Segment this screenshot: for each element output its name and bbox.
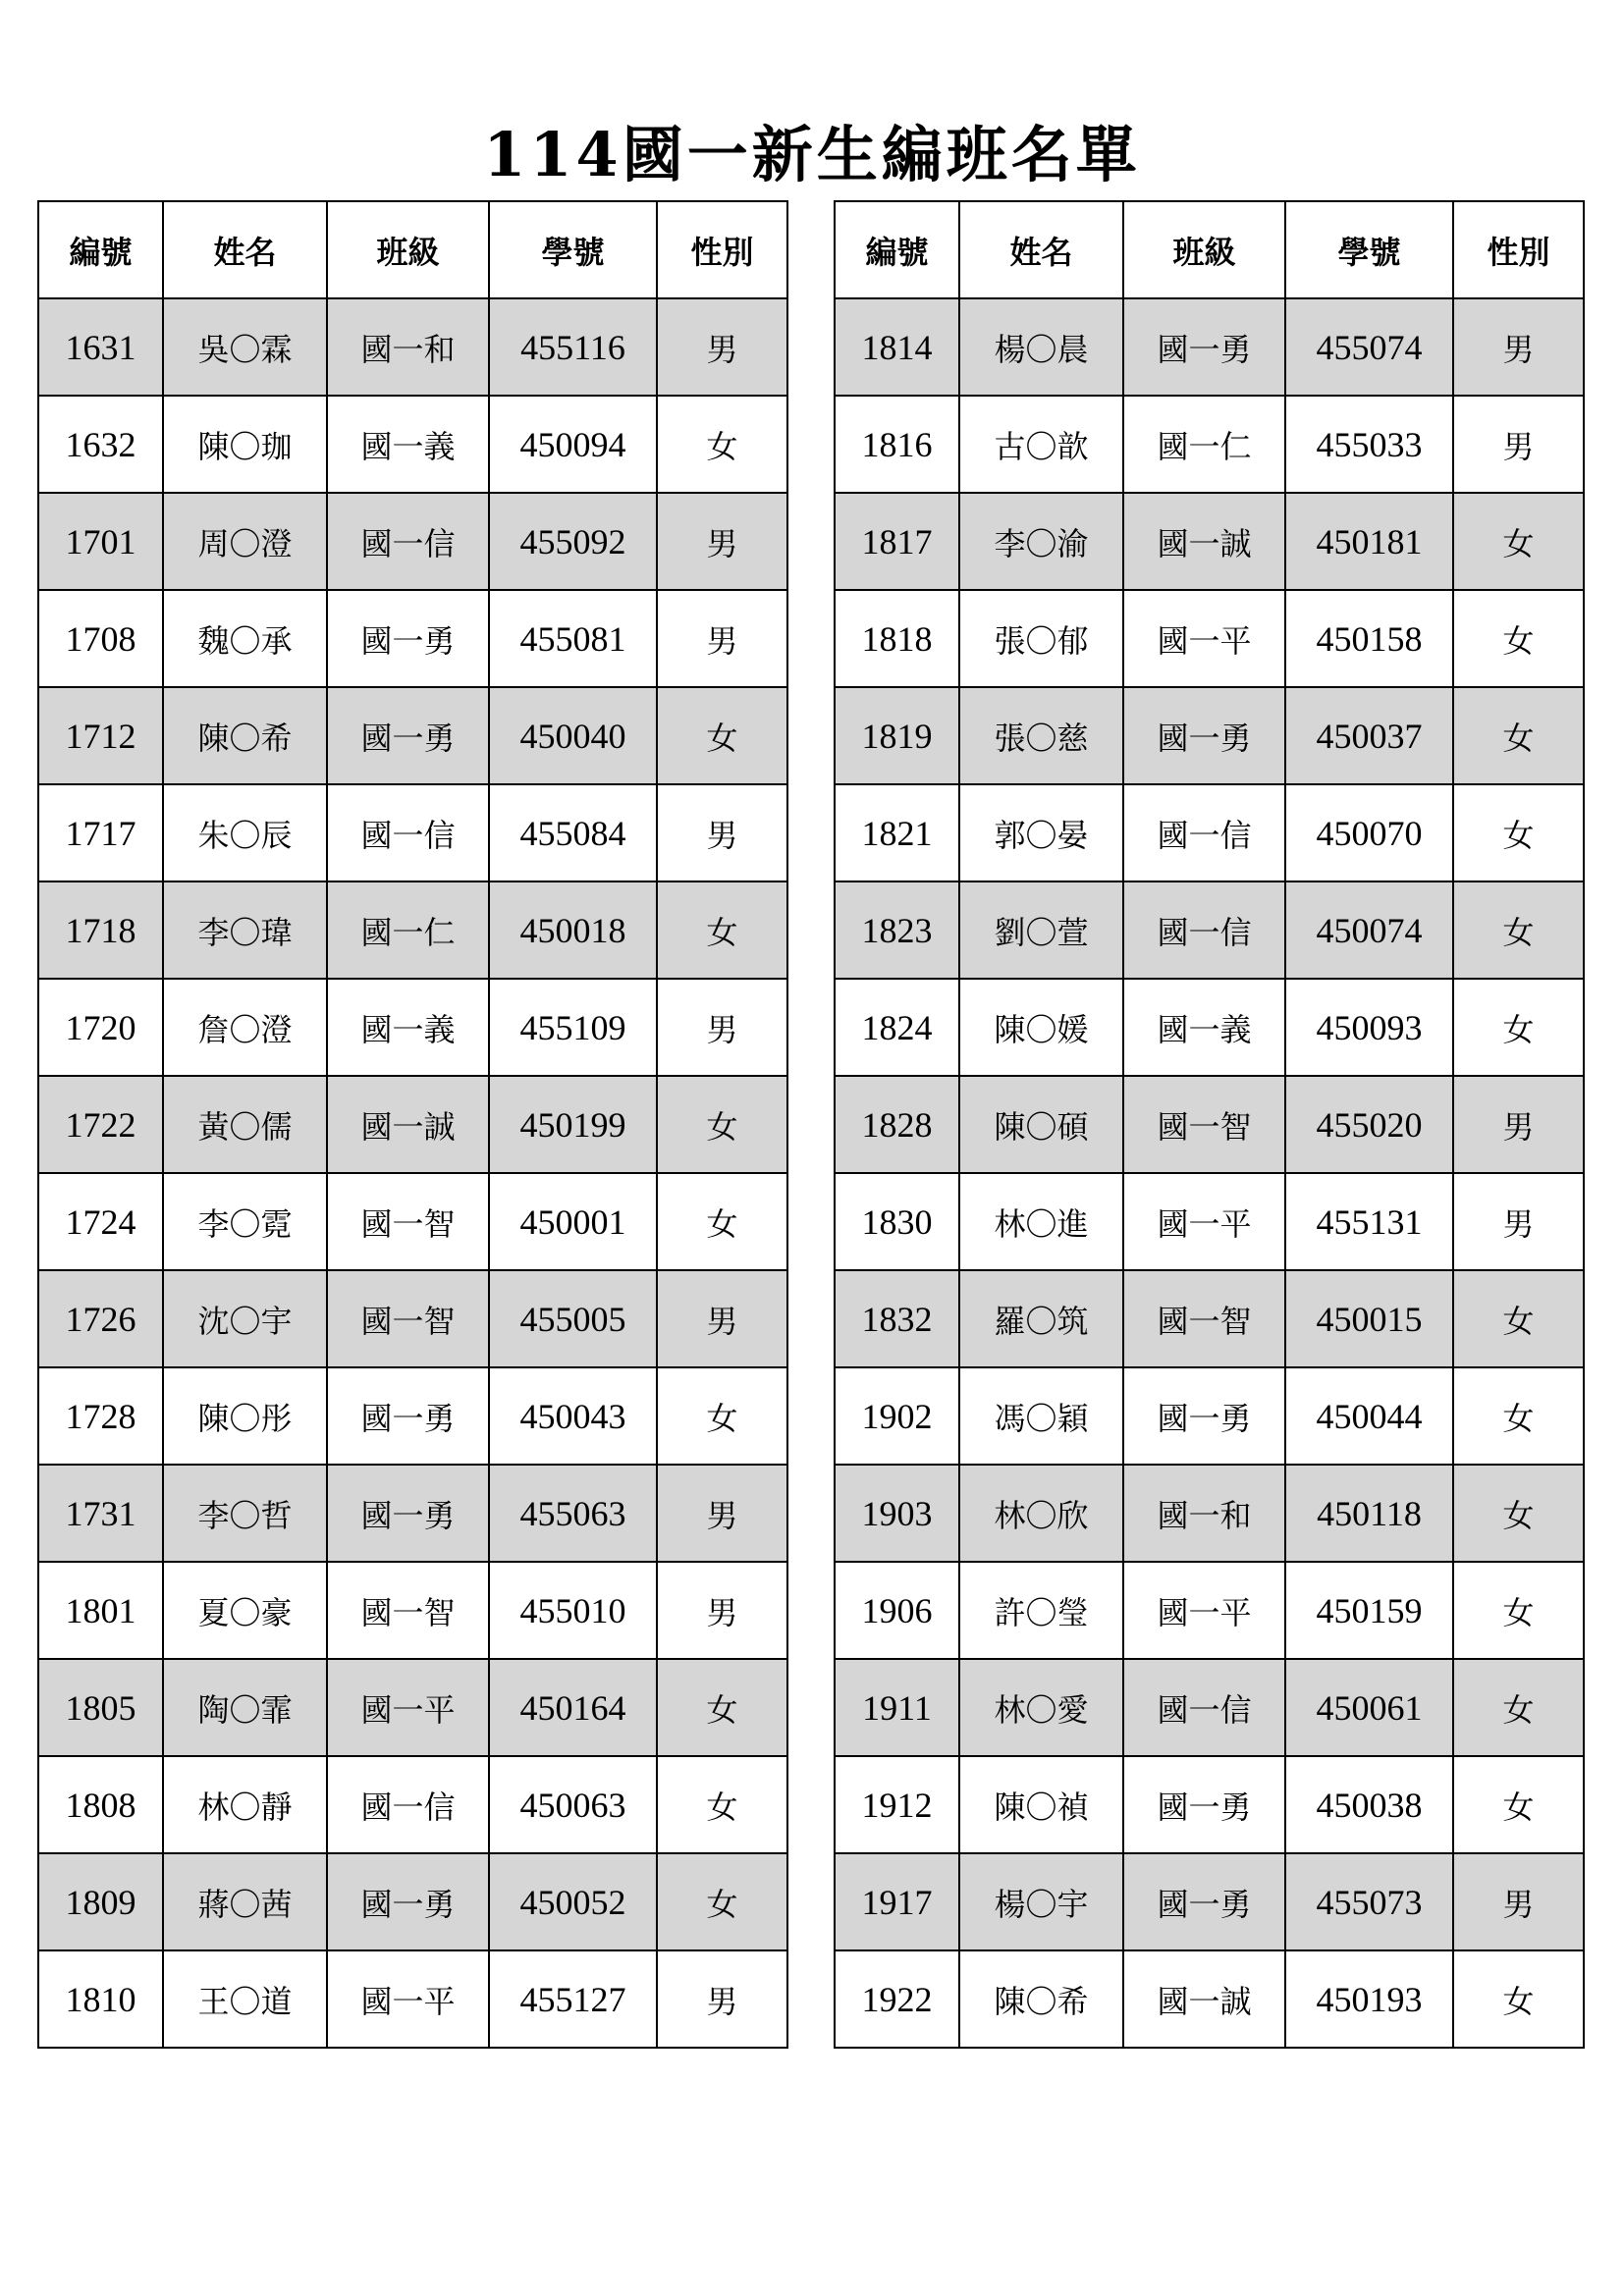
- cell-number: 1718: [38, 881, 163, 979]
- cell-student-id: 455092: [489, 493, 657, 590]
- roster-table-left: [37, 200, 788, 2049]
- cell-number: 1720: [38, 979, 163, 1076]
- cell-student-id: 455073: [1285, 1853, 1453, 1950]
- cell-number: 1728: [38, 1367, 163, 1465]
- cell-student-id: 450159: [1285, 1562, 1453, 1659]
- cell-name: 陳〇希: [163, 687, 327, 784]
- cell-name: 陶〇霏: [163, 1659, 327, 1756]
- cell-gender: 男: [1453, 1173, 1584, 1270]
- cell-student-id: 455063: [489, 1465, 657, 1562]
- table-row: [835, 1076, 1584, 1173]
- cell-student-id: 450193: [1285, 1950, 1453, 2048]
- cell-name: 陳〇彤: [163, 1367, 327, 1465]
- cell-gender: 男: [1453, 1076, 1584, 1173]
- cell-student-id: 450001: [489, 1173, 657, 1270]
- cell-class: 國一平: [327, 1950, 489, 2048]
- cell-name: 陳〇珈: [163, 396, 327, 493]
- cell-gender: 男: [1453, 396, 1584, 493]
- cell-gender: 女: [1453, 1756, 1584, 1853]
- cell-class: 國一仁: [1123, 396, 1285, 493]
- cell-name: 郭〇晏: [959, 784, 1123, 881]
- cell-number: 1810: [38, 1950, 163, 2048]
- header-gender: 性別: [657, 201, 787, 298]
- table-row: [835, 1853, 1584, 1950]
- cell-student-id: 450052: [489, 1853, 657, 1950]
- cell-gender: 男: [657, 784, 787, 881]
- cell-name: 王〇道: [163, 1950, 327, 2048]
- cell-name: 林〇靜: [163, 1756, 327, 1853]
- header-student-id: 學號: [489, 201, 657, 298]
- cell-gender: 女: [657, 1367, 787, 1465]
- cell-name: 劉〇萱: [959, 881, 1123, 979]
- cell-class: 國一誠: [1123, 1950, 1285, 2048]
- cell-name: 羅〇筑: [959, 1270, 1123, 1367]
- cell-gender: 女: [657, 881, 787, 979]
- cell-class: 國一平: [327, 1659, 489, 1756]
- cell-student-id: 450015: [1285, 1270, 1453, 1367]
- cell-gender: 女: [1453, 1367, 1584, 1465]
- cell-number: 1708: [38, 590, 163, 687]
- cell-class: 國一平: [1123, 1562, 1285, 1659]
- header-class: 班級: [1123, 201, 1285, 298]
- cell-student-id: 455109: [489, 979, 657, 1076]
- cell-class: 國一義: [1123, 979, 1285, 1076]
- cell-name: 陳〇禎: [959, 1756, 1123, 1853]
- cell-number: 1724: [38, 1173, 163, 1270]
- cell-number: 1722: [38, 1076, 163, 1173]
- cell-name: 吳〇霖: [163, 298, 327, 396]
- cell-number: 1824: [835, 979, 959, 1076]
- header-name: 姓名: [959, 201, 1123, 298]
- cell-gender: 男: [1453, 1853, 1584, 1950]
- cell-name: 陳〇媛: [959, 979, 1123, 1076]
- cell-class: 國一信: [327, 493, 489, 590]
- table-row: [38, 979, 787, 1076]
- cell-student-id: 455005: [489, 1270, 657, 1367]
- cell-name: 陳〇希: [959, 1950, 1123, 2048]
- cell-student-id: 455020: [1285, 1076, 1453, 1173]
- cell-class: 國一勇: [327, 687, 489, 784]
- table-row: [38, 1562, 787, 1659]
- roster-table-right: [834, 200, 1585, 2049]
- cell-class: 國一平: [1123, 590, 1285, 687]
- table-row: [38, 298, 787, 396]
- cell-name: 黃〇儒: [163, 1076, 327, 1173]
- cell-gender: 男: [657, 979, 787, 1076]
- cell-student-id: 450158: [1285, 590, 1453, 687]
- cell-class: 國一信: [1123, 784, 1285, 881]
- cell-class: 國一信: [1123, 1659, 1285, 1756]
- cell-name: 古〇歆: [959, 396, 1123, 493]
- cell-class: 國一智: [327, 1173, 489, 1270]
- table-row: [835, 1659, 1584, 1756]
- cell-class: 國一平: [1123, 1173, 1285, 1270]
- table-row: [835, 1950, 1584, 2048]
- cell-gender: 女: [657, 1076, 787, 1173]
- cell-name: 沈〇宇: [163, 1270, 327, 1367]
- table-row: [38, 1756, 787, 1853]
- table-header-row: [835, 201, 1584, 298]
- table-row: [835, 1270, 1584, 1367]
- cell-number: 1903: [835, 1465, 959, 1562]
- cell-number: 1819: [835, 687, 959, 784]
- cell-class: 國一智: [1123, 1076, 1285, 1173]
- cell-class: 國一信: [327, 1756, 489, 1853]
- cell-gender: 女: [657, 1756, 787, 1853]
- table-row: [38, 1367, 787, 1465]
- cell-class: 國一誠: [327, 1076, 489, 1173]
- cell-name: 林〇欣: [959, 1465, 1123, 1562]
- table-row: [38, 687, 787, 784]
- cell-gender: 女: [1453, 784, 1584, 881]
- cell-student-id: 450037: [1285, 687, 1453, 784]
- cell-student-id: 455010: [489, 1562, 657, 1659]
- cell-gender: 男: [657, 590, 787, 687]
- cell-class: 國一仁: [327, 881, 489, 979]
- header-number: 編號: [835, 201, 959, 298]
- cell-gender: 女: [1453, 1465, 1584, 1562]
- cell-number: 1805: [38, 1659, 163, 1756]
- cell-number: 1701: [38, 493, 163, 590]
- cell-student-id: 455081: [489, 590, 657, 687]
- table-row: [835, 1173, 1584, 1270]
- cell-number: 1731: [38, 1465, 163, 1562]
- header-student-id: 學號: [1285, 201, 1453, 298]
- cell-student-id: 450118: [1285, 1465, 1453, 1562]
- cell-number: 1818: [835, 590, 959, 687]
- table-row: [835, 298, 1584, 396]
- cell-number: 1808: [38, 1756, 163, 1853]
- cell-gender: 女: [1453, 979, 1584, 1076]
- cell-number: 1717: [38, 784, 163, 881]
- cell-gender: 女: [1453, 1270, 1584, 1367]
- cell-gender: 女: [657, 1659, 787, 1756]
- cell-class: 國一信: [1123, 881, 1285, 979]
- header-number: 編號: [38, 201, 163, 298]
- table-body: [38, 298, 787, 2048]
- cell-number: 1816: [835, 396, 959, 493]
- cell-class: 國一勇: [327, 1367, 489, 1465]
- cell-gender: 男: [657, 1950, 787, 2048]
- cell-gender: 女: [1453, 687, 1584, 784]
- cell-gender: 男: [657, 493, 787, 590]
- cell-gender: 男: [657, 1465, 787, 1562]
- table-row: [835, 784, 1584, 881]
- table-row: [38, 1270, 787, 1367]
- cell-gender: 男: [1453, 298, 1584, 396]
- table-row: [38, 1853, 787, 1950]
- cell-name: 陳〇碩: [959, 1076, 1123, 1173]
- cell-student-id: 450038: [1285, 1756, 1453, 1853]
- cell-number: 1830: [835, 1173, 959, 1270]
- cell-student-id: 450070: [1285, 784, 1453, 881]
- table-row: [835, 1756, 1584, 1853]
- cell-number: 1817: [835, 493, 959, 590]
- cell-student-id: 450040: [489, 687, 657, 784]
- cell-student-id: 450094: [489, 396, 657, 493]
- cell-number: 1809: [38, 1853, 163, 1950]
- header-name: 姓名: [163, 201, 327, 298]
- cell-number: 1712: [38, 687, 163, 784]
- cell-number: 1917: [835, 1853, 959, 1950]
- table-row: [835, 590, 1584, 687]
- cell-class: 國一勇: [1123, 1853, 1285, 1950]
- cell-class: 國一和: [1123, 1465, 1285, 1562]
- cell-number: 1821: [835, 784, 959, 881]
- table-row: [38, 784, 787, 881]
- cell-name: 李〇渝: [959, 493, 1123, 590]
- cell-number: 1911: [835, 1659, 959, 1756]
- cell-name: 周〇澄: [163, 493, 327, 590]
- header-class: 班級: [327, 201, 489, 298]
- cell-number: 1906: [835, 1562, 959, 1659]
- cell-number: 1912: [835, 1756, 959, 1853]
- cell-name: 詹〇澄: [163, 979, 327, 1076]
- cell-gender: 男: [657, 298, 787, 396]
- table-row: [835, 881, 1584, 979]
- cell-number: 1801: [38, 1562, 163, 1659]
- cell-class: 國一勇: [327, 1465, 489, 1562]
- cell-gender: 女: [1453, 1950, 1584, 2048]
- cell-name: 李〇哲: [163, 1465, 327, 1562]
- cell-student-id: 455131: [1285, 1173, 1453, 1270]
- page-title: 114國一新生編班名單: [483, 119, 1141, 190]
- cell-student-id: 455084: [489, 784, 657, 881]
- cell-number: 1814: [835, 298, 959, 396]
- cell-name: 張〇郁: [959, 590, 1123, 687]
- table-row: [38, 1950, 787, 2048]
- cell-student-id: 450063: [489, 1756, 657, 1853]
- table-row: [835, 687, 1584, 784]
- cell-number: 1726: [38, 1270, 163, 1367]
- table-row: [38, 881, 787, 979]
- cell-class: 國一勇: [1123, 1367, 1285, 1465]
- table-row: [835, 493, 1584, 590]
- table-row: [38, 1076, 787, 1173]
- cell-class: 國一智: [1123, 1270, 1285, 1367]
- cell-name: 張〇慈: [959, 687, 1123, 784]
- cell-name: 朱〇辰: [163, 784, 327, 881]
- cell-student-id: 450043: [489, 1367, 657, 1465]
- cell-student-id: 455127: [489, 1950, 657, 2048]
- cell-name: 馮〇穎: [959, 1367, 1123, 1465]
- cell-number: 1902: [835, 1367, 959, 1465]
- cell-class: 國一勇: [327, 590, 489, 687]
- table-row: [38, 1173, 787, 1270]
- cell-number: 1823: [835, 881, 959, 979]
- header-gender: 性別: [1453, 201, 1584, 298]
- cell-class: 國一勇: [1123, 687, 1285, 784]
- cell-student-id: 450181: [1285, 493, 1453, 590]
- cell-gender: 男: [657, 1562, 787, 1659]
- cell-gender: 女: [657, 1853, 787, 1950]
- cell-class: 國一勇: [1123, 1756, 1285, 1853]
- cell-student-id: 455033: [1285, 396, 1453, 493]
- cell-class: 國一勇: [327, 1853, 489, 1950]
- cell-student-id: 450018: [489, 881, 657, 979]
- cell-number: 1632: [38, 396, 163, 493]
- table-row: [835, 1562, 1584, 1659]
- cell-student-id: 450074: [1285, 881, 1453, 979]
- cell-gender: 女: [657, 396, 787, 493]
- cell-name: 蔣〇茜: [163, 1853, 327, 1950]
- cell-number: 1922: [835, 1950, 959, 2048]
- table-row: [38, 1659, 787, 1756]
- cell-class: 國一義: [327, 396, 489, 493]
- cell-class: 國一信: [327, 784, 489, 881]
- cell-class: 國一誠: [1123, 493, 1285, 590]
- cell-student-id: 450061: [1285, 1659, 1453, 1756]
- cell-name: 魏〇承: [163, 590, 327, 687]
- cell-student-id: 450199: [489, 1076, 657, 1173]
- cell-student-id: 450093: [1285, 979, 1453, 1076]
- cell-class: 國一智: [327, 1270, 489, 1367]
- cell-student-id: 455074: [1285, 298, 1453, 396]
- cell-student-id: 450164: [489, 1659, 657, 1756]
- cell-name: 許〇瑩: [959, 1562, 1123, 1659]
- cell-gender: 女: [1453, 1562, 1584, 1659]
- cell-student-id: 450044: [1285, 1367, 1453, 1465]
- cell-name: 李〇霓: [163, 1173, 327, 1270]
- table-row: [38, 590, 787, 687]
- cell-gender: 女: [1453, 493, 1584, 590]
- table-row: [38, 1465, 787, 1562]
- cell-number: 1832: [835, 1270, 959, 1367]
- cell-class: 國一勇: [1123, 298, 1285, 396]
- table-body: [835, 298, 1584, 2048]
- cell-number: 1828: [835, 1076, 959, 1173]
- cell-class: 國一義: [327, 979, 489, 1076]
- table-header-row: [38, 201, 787, 298]
- cell-gender: 男: [657, 1270, 787, 1367]
- table-row: [835, 396, 1584, 493]
- cell-gender: 女: [1453, 1659, 1584, 1756]
- table-row: [835, 1367, 1584, 1465]
- cell-gender: 女: [1453, 590, 1584, 687]
- cell-class: 國一智: [327, 1562, 489, 1659]
- cell-gender: 女: [657, 687, 787, 784]
- cell-gender: 女: [1453, 881, 1584, 979]
- cell-name: 林〇愛: [959, 1659, 1123, 1756]
- table-row: [835, 979, 1584, 1076]
- cell-name: 夏〇豪: [163, 1562, 327, 1659]
- cell-name: 楊〇宇: [959, 1853, 1123, 1950]
- cell-student-id: 455116: [489, 298, 657, 396]
- table-row: [38, 493, 787, 590]
- cell-name: 李〇瑋: [163, 881, 327, 979]
- cell-number: 1631: [38, 298, 163, 396]
- cell-gender: 女: [657, 1173, 787, 1270]
- cell-class: 國一和: [327, 298, 489, 396]
- table-row: [38, 396, 787, 493]
- cell-name: 林〇進: [959, 1173, 1123, 1270]
- table-row: [835, 1465, 1584, 1562]
- cell-name: 楊〇晨: [959, 298, 1123, 396]
